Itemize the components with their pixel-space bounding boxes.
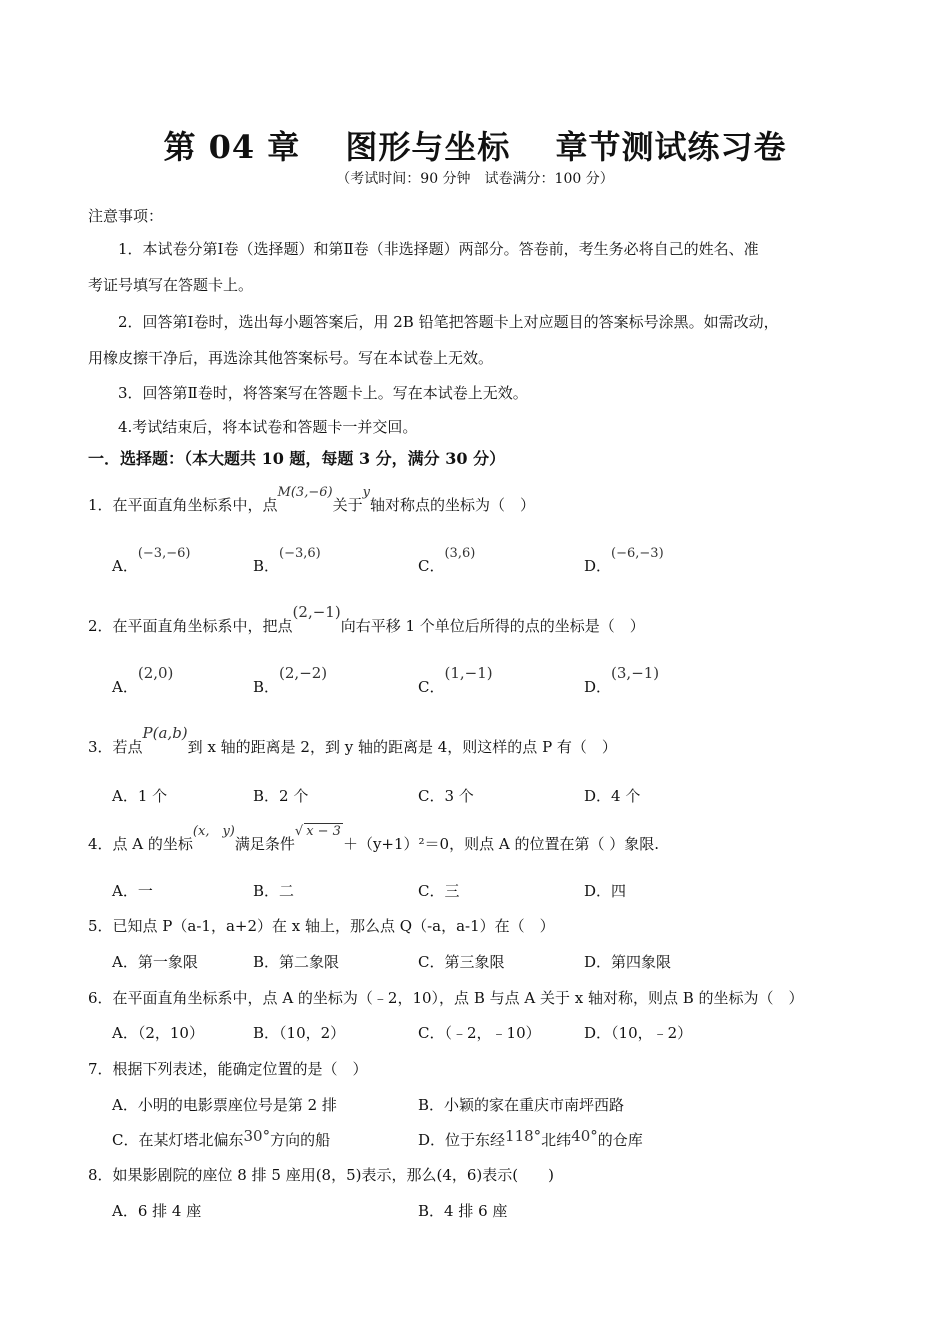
option-label: D． [584,953,612,971]
option-label: D． [584,1024,612,1042]
option-label: B． [253,953,280,971]
option-text: 方向的船 [270,1131,331,1149]
option-value: （10，2） [279,1024,346,1042]
option-value: （﹣2，﹣10） [444,1024,541,1042]
option-value: (3,−1) [611,664,660,682]
option-value: (−3,6) [279,546,321,561]
question-6-option-c [418,1022,541,1043]
question-4-option-a [112,880,153,901]
question-7-option-a: A．小明的电影票座位号是第 2 排 [112,1096,337,1114]
question-5-option-b [253,951,339,972]
option-label: B． [253,787,280,805]
question-7-option-d [418,1129,643,1150]
page-title: 第 04 章 图形与坐标 章节测试练习卷 [163,128,787,166]
option-value: 3 个 [444,787,474,805]
note-3: 3．回答第Ⅱ卷时，将答案写在答题卡上。写在本试卷上无效。 [118,384,528,402]
question-4-radical-sign: √ [294,824,304,839]
question-3-math-point: P(a,b) [142,724,188,742]
question-7: 7．根据下列表述，能确定位置的是（ ） [88,1060,368,1078]
option-label: C． [418,787,445,805]
question-1-option-a [112,546,191,576]
note-1-line-1: 1．本试卷分第Ⅰ卷（选择题）和第Ⅱ卷（非选择题）两部分。答卷前，考生务必将自己的姓名、准 [118,240,759,258]
option-label: C． [418,953,445,971]
question-4-option-b [253,880,294,901]
note-1-line-2: 考证号填写在答题卡上。 [88,276,254,294]
question-1-math-axis: y [362,485,370,500]
option-math-angle: 30° [243,1127,271,1145]
question-1 [88,485,535,515]
question-5-option-d [584,951,671,972]
option-label: A． [112,882,138,900]
question-2-option-b [253,664,328,697]
option-value: 一 [137,882,153,900]
option-label: A． [112,953,138,971]
question-2 [88,603,645,636]
option-value: 第一象限 [137,953,198,971]
question-6-option-a [112,1022,204,1043]
question-2-option-d [584,664,660,697]
question-3-option-a [112,785,167,806]
question-1-text-mid: 关于 [332,496,363,514]
option-label: C． [418,1024,445,1042]
option-text: C．在某灯塔北偏东 [112,1131,244,1149]
option-label: D． [584,678,612,696]
question-2-option-a [112,664,174,697]
question-7-option-b: B．小颖的家在重庆市南坪西路 [418,1096,625,1114]
option-label: C． [418,557,445,575]
option-value: 第二象限 [279,953,340,971]
option-label: B． [253,557,280,575]
question-4-text-mid: 满足条件 [234,835,295,853]
option-math-latitude: 40° [571,1127,598,1145]
option-label: A． [112,557,138,575]
option-value: (2,−2) [279,664,328,682]
question-1-math-point: M(3,−6) [277,485,333,500]
question-4-option-c [418,880,460,901]
question-5-option-c [418,951,505,972]
question-4-math-coords: (x, y) [192,824,235,839]
option-label: B． [253,882,280,900]
question-8: 8．如果影剧院的座位 8 排 5 座用(8，5)表示，那么(4，6)表示( ) [88,1166,554,1184]
option-label: B． [253,678,280,696]
question-4-text-post: ＋（y+1）²＝0，则点 A 的位置在第（ ）象限. [342,835,660,853]
question-6-option-b [253,1022,345,1043]
question-6: 6．在平面直角坐标系中，点 A 的坐标为（﹣2，10），点 B 与点 A 关于 x 轴对称，则点 B 的坐标为（ ） [88,989,804,1007]
option-value: (1,−1) [444,664,493,682]
option-value: (−6,−3) [611,546,664,561]
option-value: 2 个 [279,787,309,805]
question-5: 5．已知点 P（a-1，a+2）在 x 轴上，那么点 Q（-a，a-1）在（ ） [88,917,555,935]
question-1-option-d [584,546,664,576]
question-1-option-b [253,546,321,576]
option-value: (2,0) [137,664,174,682]
question-3 [88,724,617,757]
exam-info: （考试时间：90 分钟 试卷满分：100 分） [336,171,614,187]
notes-heading: 注意事项： [88,207,164,225]
option-label: A． [112,787,138,805]
question-1-text-post: 轴对称点的坐标为（ ） [369,496,535,514]
option-label: A． [112,678,138,696]
question-2-text-pre: 2．在平面直角坐标系中，把点 [88,617,293,635]
question-1-text-pre: 1．在平面直角坐标系中，点 [88,496,278,514]
option-value: 4 个 [611,787,641,805]
option-label: B． [253,1024,280,1042]
note-2-line-1: 2．回答第Ⅰ卷时，选出每小题答案后，用 2B 铅笔把答题卡上对应题目的答案标号涂黑。如需改动， [118,313,779,331]
question-2-text-post: 向右平移 1 个单位后所得的点的坐标是（ ） [340,617,645,635]
option-value: 第四象限 [611,953,672,971]
option-value: 二 [279,882,295,900]
option-value: (3,6) [444,546,476,561]
option-label: D． [584,787,612,805]
question-3-option-c [418,785,474,806]
option-value: （10，﹣2） [611,1024,693,1042]
question-3-option-b [253,785,308,806]
option-math-longitude: 118° [505,1127,542,1145]
option-text: 北纬 [541,1131,572,1149]
question-5-option-a [112,951,198,972]
option-value: （2，10） [137,1024,204,1042]
option-label: C． [418,882,445,900]
option-text: 的仓库 [597,1131,643,1149]
section-heading: 一．选择题：（本大题共 10 题，每题 3 分，满分 30 分） [88,449,506,468]
question-3-option-d [584,785,640,806]
question-8-option-b: B．4 排 6 座 [418,1202,508,1220]
option-text: D．位于东经 [418,1131,506,1149]
note-2-line-2: 用橡皮擦干净后，再选涂其他答案标号。写在本试卷上无效。 [88,349,494,367]
question-4-text-pre: 4．点 A 的坐标 [88,835,193,853]
question-1-option-c [418,546,476,576]
question-3-text-pre: 3．若点 [88,738,143,756]
question-2-math-point: (2,−1) [292,603,341,621]
question-3-text-post: 到 x 轴的距离是 2，到 y 轴的距离是 4，则这样的点 P 有（ ） [187,738,617,756]
option-label: D． [584,882,612,900]
option-label: A． [112,1024,138,1042]
question-4-math-radicand: x − 3 [306,824,341,839]
question-2-option-c [418,664,493,697]
option-value: 三 [444,882,460,900]
question-4 [88,824,660,854]
note-4: 4.考试结束后，将本试卷和答题卡一并交回。 [118,418,418,436]
option-value: (−3,−6) [137,546,191,561]
question-7-option-c [112,1129,330,1150]
question-8-option-a: A．6 排 4 座 [112,1202,202,1220]
question-4-option-d [584,880,626,901]
option-value: 第三象限 [444,953,505,971]
question-6-option-d [584,1022,692,1043]
option-value: 四 [611,882,627,900]
option-label: C． [418,678,445,696]
option-label: D． [584,557,612,575]
option-value: 1 个 [137,787,168,805]
